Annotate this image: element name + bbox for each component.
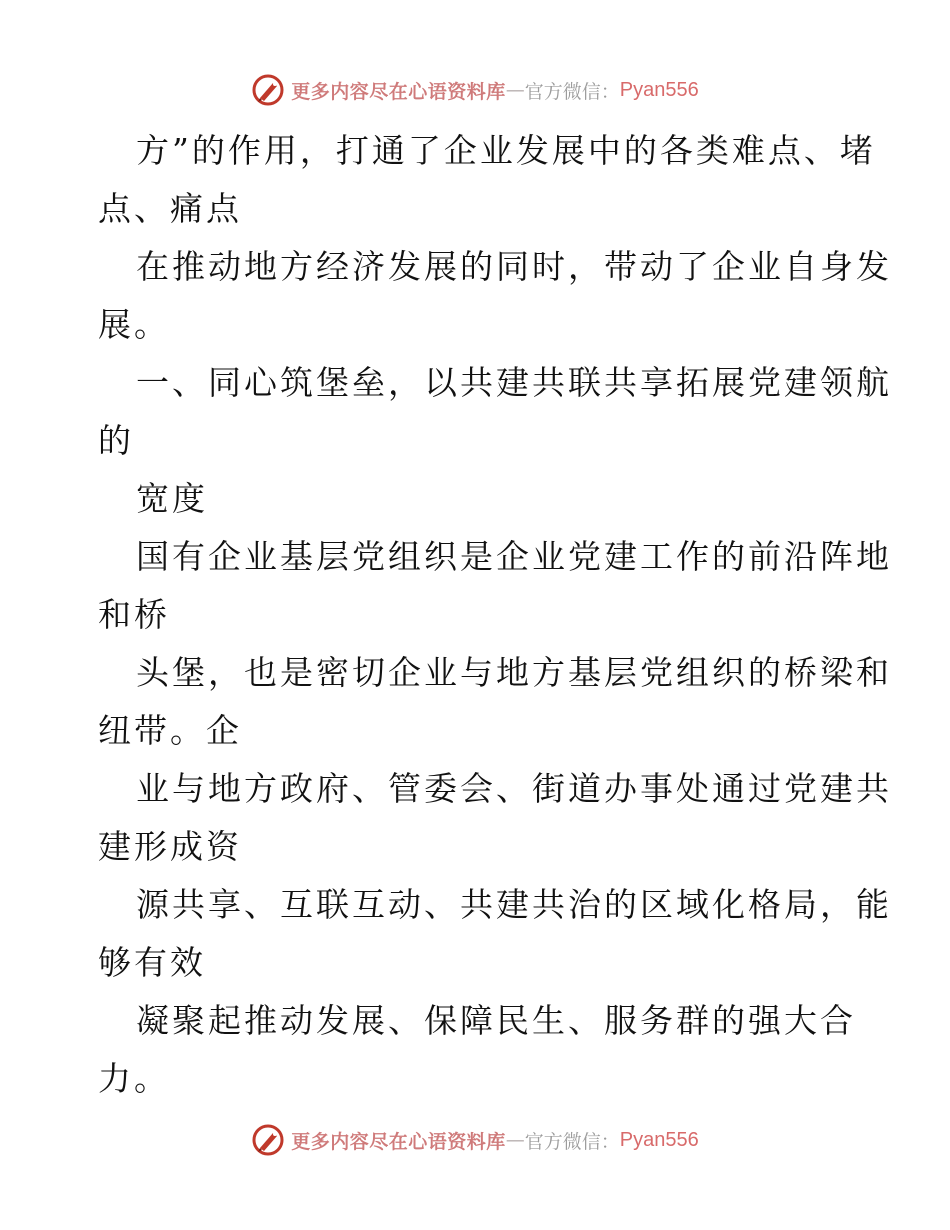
text-line: 业与地方政府、管委会、街道办事处通过党建共 [136, 769, 892, 808]
text-line: 纽带。企 [98, 711, 242, 750]
watermark-wechat-id: Pyan556 [619, 1128, 699, 1151]
text-line: 够有效 [98, 943, 206, 982]
document-body [98, 122, 892, 1108]
watermark-wechat-label: 官方微信： [524, 80, 620, 103]
watermark-separator: — [505, 1129, 525, 1151]
watermark-brand-text: 更多内容尽在心语资料库 [291, 1130, 506, 1153]
text-line: 头堡，也是密切企业与地方基层党组织的桥梁和 [136, 653, 892, 692]
watermark-brand-text: 更多内容尽在心语资料库 [291, 80, 506, 103]
text-line: 力。 [98, 1059, 170, 1098]
text-line: 建形成资 [98, 827, 242, 866]
watermark-wechat-id: Pyan556 [619, 78, 699, 101]
text-line: 宽度 [136, 479, 208, 518]
text-line: 展。 [98, 305, 170, 344]
text-line: 在推动地方经济发展的同时，带动了企业自身发 [136, 247, 892, 286]
header-watermark [0, 70, 950, 110]
text-line: 的 [98, 421, 134, 460]
footer-watermark [0, 1120, 950, 1160]
text-line: 和桥 [98, 595, 170, 634]
text-line: 凝聚起推动发展、保障民生、服务群的强大合 [136, 1001, 856, 1040]
watermark-separator: — [505, 79, 525, 101]
pen-logo-icon [251, 73, 285, 107]
text-line: 点、痛点 [98, 189, 242, 228]
watermark-wechat-label: 官方微信： [524, 1130, 620, 1153]
pen-logo-icon [251, 1123, 285, 1157]
text-line: 国有企业基层党组织是企业党建工作的前沿阵地 [136, 537, 892, 576]
text-line: 一、同心筑堡垒，以共建共联共享拓展党建领航 [136, 363, 892, 402]
text-line: 方”的作用，打通了企业发展中的各类难点、堵 [136, 131, 876, 170]
text-line: 源共享、互联互动、共建共治的区域化格局，能 [136, 885, 892, 924]
